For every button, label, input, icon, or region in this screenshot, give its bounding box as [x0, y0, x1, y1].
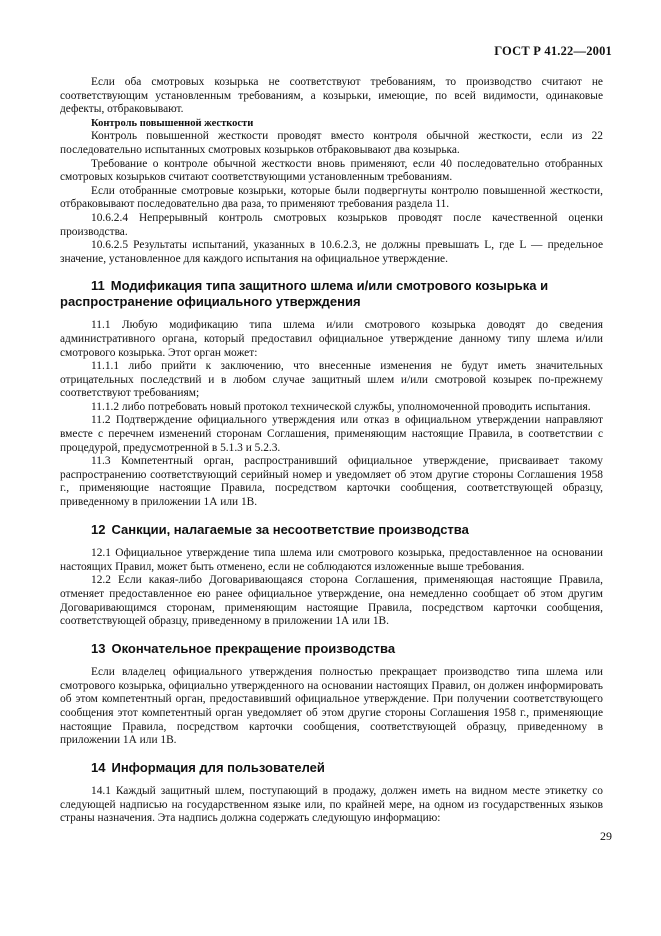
paragraph: 11.1.2 либо потребовать новый протокол технической службы, уполномоченной проводить испытания. [91, 400, 591, 413]
section-title: Модификация типа защитного шлема и/или смотрового козырька и распространение официального утверждения [60, 278, 549, 309]
paragraph: 12.2 Если какая-либо Договаривающаяся сторона Соглашения, применяющая настоящие Правила, отменяет предоставленное ею ранее официальное утверждение, она немедленно сообщает об этом другим Договаривающимся сторонам, применяющим настоящие Правила, посредством карточки сообщения, соответствующей образцу, приведенному в приложении 1А или 1В. [60, 574, 603, 628]
section-number: 14 [91, 759, 106, 775]
paragraph: Если владелец официального утверждения полностью прекращает производство типа шлема или смотрового козырька, официально утвержденного на основании настоящих Правил, он должен информировать об этом компетентный орган, предоставивший официальное утверждение. При получении соответствующего сообщения этот компетентный орган уведомляет об этом другие стороны Соглашения 1958 г., применяющие настоящие Правила, посредством карточки сообщения, соответствующей образцу, приведенному в приложении 1А или 1В. [60, 666, 603, 747]
paragraph: 10.6.2.5 Результаты испытаний, указанных в 10.6.2.3, не должны превышать L, где L — предельное значение, установленное для каждого испытания на официальное утверждение. [60, 239, 603, 265]
paragraph: Требование о контроле обычной жесткости вновь применяют, если 40 последовательно отобранных смотровых козырьков считают соответствующими установленным требованиям. [60, 157, 603, 184]
paragraph: 11.1 Любую модификацию типа шлема и/или смотрового козырька доводят до сведения административного органа, который предоставил официальное утверждение данному типу шлема и/или смотрового козырька. Этот орган может: [60, 319, 603, 359]
paragraph: Если отобранные смотровые козырьки, которые были подвергнуты контролю повышенной жесткости, отбраковывают последовательно два раза, то применяют требования раздела 11. [60, 184, 603, 211]
page-body [60, 76, 603, 826]
section-number: 13 [91, 640, 106, 656]
paragraph: 12.1 Официальное утверждение типа шлема или смотрового козырька, предоставленное на основании настоящих Правил, может быть отменено, если не соблюдаются изложенные выше требования. [60, 547, 603, 573]
paragraph: 11.2 Подтверждение официального утверждения или отказ в официальном утверждении направляют вместе с перечнем изменений сторонам Соглашения, применяющим настоящие Правила, в соответствии с процедурой, предусмотренной в 5.1.3 и 5.2.3. [60, 414, 603, 454]
paragraph: 11.3 Компетентный орган, распространивший официальное утверждение, присваивает такому распространению соответствующий серийный номер и уведомляет об этом другие стороны Соглашения 1958 г., применяющие настоящие Правила, посредством карточки сообщения, соответствующей образцу, приведенному в приложении 1А или 1В. [60, 455, 603, 509]
section-number: 12 [91, 521, 106, 537]
paragraph: 14.1 Каждый защитный шлем, поступающий в продажу, должен иметь на видном месте этикетку со следующей надписью на государственном языке или, по крайней мере, на одном из государственных языков страны назначения. Эта надпись должна содержать следующую информацию: [60, 785, 603, 825]
section-heading-13 [60, 641, 603, 657]
section-heading-11 [60, 278, 603, 309]
section-title: Информация для пользователей [111, 759, 325, 775]
paragraph: 10.6.2.4 Непрерывный контроль смотровых козырьков проводят после качественной оценки производства. [60, 211, 603, 238]
subheading: Контроль повышенной жесткости [91, 117, 254, 129]
section-title: Санкции, налагаемые за несоответствие производства [111, 521, 469, 537]
paragraph: 11.1.1 либо прийти к заключению, что внесенные изменения не будут иметь значительных отрицательных последствий и в любом случае защитный шлем и/или смотровой козырек по-прежнему соответствуют требованиям; [60, 360, 603, 400]
standard-header: ГОСТ Р 41.22—2001 [494, 44, 612, 58]
paragraph: Контроль повышенной жесткости проводят вместо контроля обычной жесткости, если из 22 последовательно испытанных смотровых козырьков отбраковывают два козырька. [60, 130, 603, 156]
section-heading-12 [60, 522, 603, 538]
paragraph: Если оба смотровых козырька не соответствуют требованиям, то производство считают не соответствующим установленным требованиям, а козырьки, имеющие, по всей видимости, одинаковые дефекты, отбраковывают. [60, 76, 603, 116]
section-heading-14 [60, 760, 603, 776]
section-number: 11 [91, 278, 105, 294]
page-number: 29 [600, 829, 612, 843]
section-title: Окончательное прекращение производства [111, 640, 396, 656]
